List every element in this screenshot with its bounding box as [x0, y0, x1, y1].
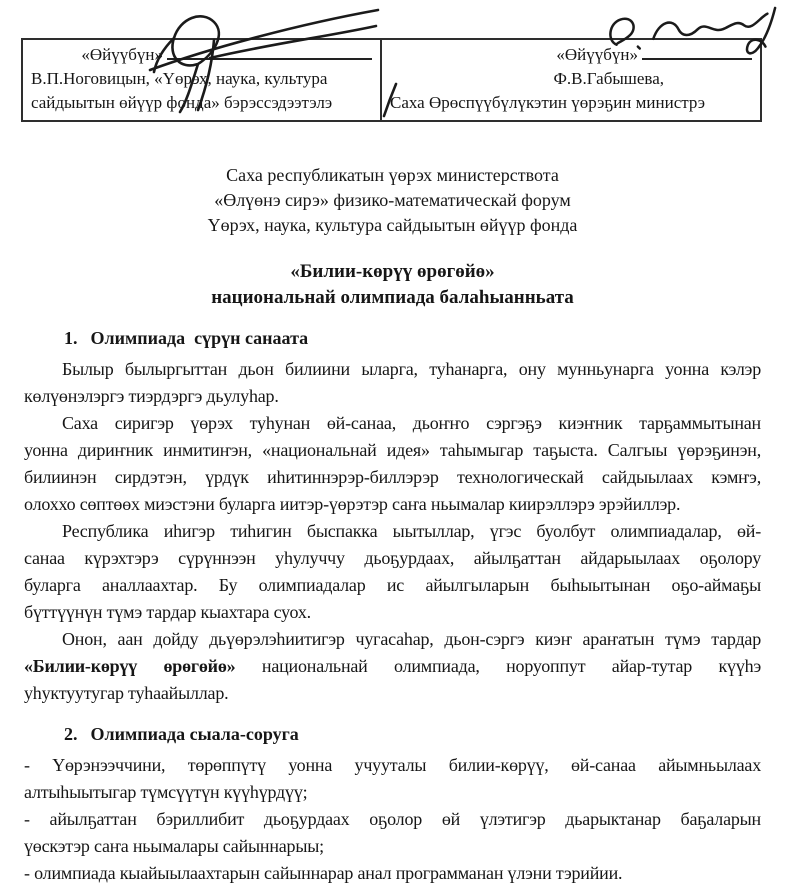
- document-title-line-1: «Билии-көрүү өрөгөйө»: [290, 261, 495, 282]
- paragraph-line: санаа күрэхтэрэ сүрүннээн уһулуччу дьоҕурдаах, айылҕаттан айдарыылаах оҕолору: [24, 548, 761, 568]
- bullet-line: - айылҕаттан бэриллибит дьоҕурдаах оҕолор өй үлэтигэр дьарыктанар баҕаларын: [24, 809, 761, 829]
- approval-table: [21, 38, 762, 122]
- bullet-line: үөскэтэр саҥа ньымалары сайыннарыы;: [24, 836, 324, 856]
- approver-left-title: сайдыытын өйүүр фонда» бэрэссэдээтэлэ: [31, 93, 333, 112]
- paragraph-line: көлүөнэлэргэ тиэрдэргэ дьулуһар.: [24, 386, 279, 406]
- olympiad-name-bold: «Билии-көрүү өрөгөйө»: [24, 656, 236, 676]
- section-1-heading: [64, 326, 761, 351]
- approval-cell-right: [382, 40, 760, 120]
- section-2-number: 2.: [64, 724, 78, 744]
- paragraph-line: бүттүүнүн түмэ тардар кыахтара суох.: [24, 602, 311, 622]
- paragraph-line: Былыр былыргыттан дьон билиини ыларга, туһанарга, ону мунньунарга уонна кэлэр: [62, 359, 761, 379]
- section-1-number: 1.: [64, 328, 78, 348]
- paragraph-1: [24, 356, 761, 410]
- document-body: [24, 326, 761, 887]
- paragraph-line: Республика иһигэр тиһигин быспакка ыытыллар, үгэс буолбут олимпиадалар, өй-: [62, 521, 761, 541]
- approve-row-right: [390, 43, 752, 67]
- org-line-1: Саха республикатын үөрэх министерствота: [226, 165, 559, 185]
- approver-right-name: Ф.В.Габышева,: [553, 69, 664, 88]
- paragraph-line: билиинэн сирдэтэн, үрдүк иһитиннэрэр-биллэрэр технологическай сайдыылаах кэмҥэ,: [24, 467, 761, 487]
- approval-cell-left: [23, 40, 382, 120]
- section-2-heading: [64, 722, 761, 747]
- approve-row-left: [31, 43, 372, 67]
- paragraph-line: олоххо сөптөөх миэстэни буларга иитэр-үөрэтэр саҥа ньымалар киирэллэрэ эрэйиллэр.: [24, 494, 681, 514]
- paragraph-line: буларга аналлаахтар. Бу олимпиадалар ис айылгыларын быһыытынан оҕо-аймаҕы: [24, 575, 761, 595]
- document-title: [0, 259, 785, 311]
- paragraph-2: [24, 410, 761, 518]
- bullet-2: [24, 806, 761, 860]
- signature-line-right: [642, 44, 752, 60]
- paragraph-line: уһуктуутугар туһаайыллар.: [24, 683, 229, 703]
- paragraph-line: [24, 653, 761, 680]
- bullet-line: алтыһыытыгар түмсүүтүн күүһүрдүү;: [24, 782, 308, 802]
- paragraph-line: Саха сиригэр үөрэх туһунан өй-санаа, дьоҥҥо сэргэҕэ киэҥник тарҕаммытынан: [62, 413, 761, 433]
- org-line-3: Үөрэх, наука, культура сайдыытын өйүүр фонда: [207, 215, 578, 235]
- approve-label-right: «Өйүүбүн»: [556, 45, 638, 64]
- bullet-line: - Үөрэнээччини, төрөппүтү уонна учууталы билии-көрүү, өй-санаа айымньылаах: [24, 755, 761, 775]
- bullet-line: - олимпиада кыайыылаахтарын сайыннарар анал программанан үлэни тэрийии.: [24, 863, 623, 883]
- paragraph-line: Онон, аан дойду дьүөрэлэһиитигэр чугасаһар, дьон-сэргэ киэҥ араҥатын түмэ тардар: [62, 629, 761, 649]
- paragraph-line: уонна дириҥник инмитиҥэн, «национальнай идея» таһымыгар таҕыста. Салгыы үөрэҕинэн,: [24, 440, 761, 460]
- org-line-2: «Өлүөнэ сирэ» физико-математическай форум: [214, 190, 571, 210]
- paragraph-3: [24, 518, 761, 626]
- section-2-title: Олимпиада сыала-соруга: [90, 724, 299, 744]
- approve-label-left: «Өйүүбүн»: [81, 45, 163, 64]
- bullet-3: [24, 860, 761, 887]
- bullet-1: [24, 752, 761, 806]
- section-1-title: Олимпиада сүрүн санаата: [90, 328, 309, 348]
- approver-right-title: Саха Өрөспүүбүлүкэтин үөрэҕин министрэ: [390, 93, 706, 112]
- approver-left-name: В.П.Ноговицын, «Үөрэх, наука, культура: [31, 69, 328, 88]
- document-title-line-2: национальнай олимпиада балаһыанньата: [211, 287, 574, 308]
- paragraph-line-rest: национальнай олимпиада, норуоппут айар-тутар күүһэ: [235, 656, 761, 676]
- paragraph-4: [24, 626, 761, 707]
- signature-line-left: [167, 44, 372, 60]
